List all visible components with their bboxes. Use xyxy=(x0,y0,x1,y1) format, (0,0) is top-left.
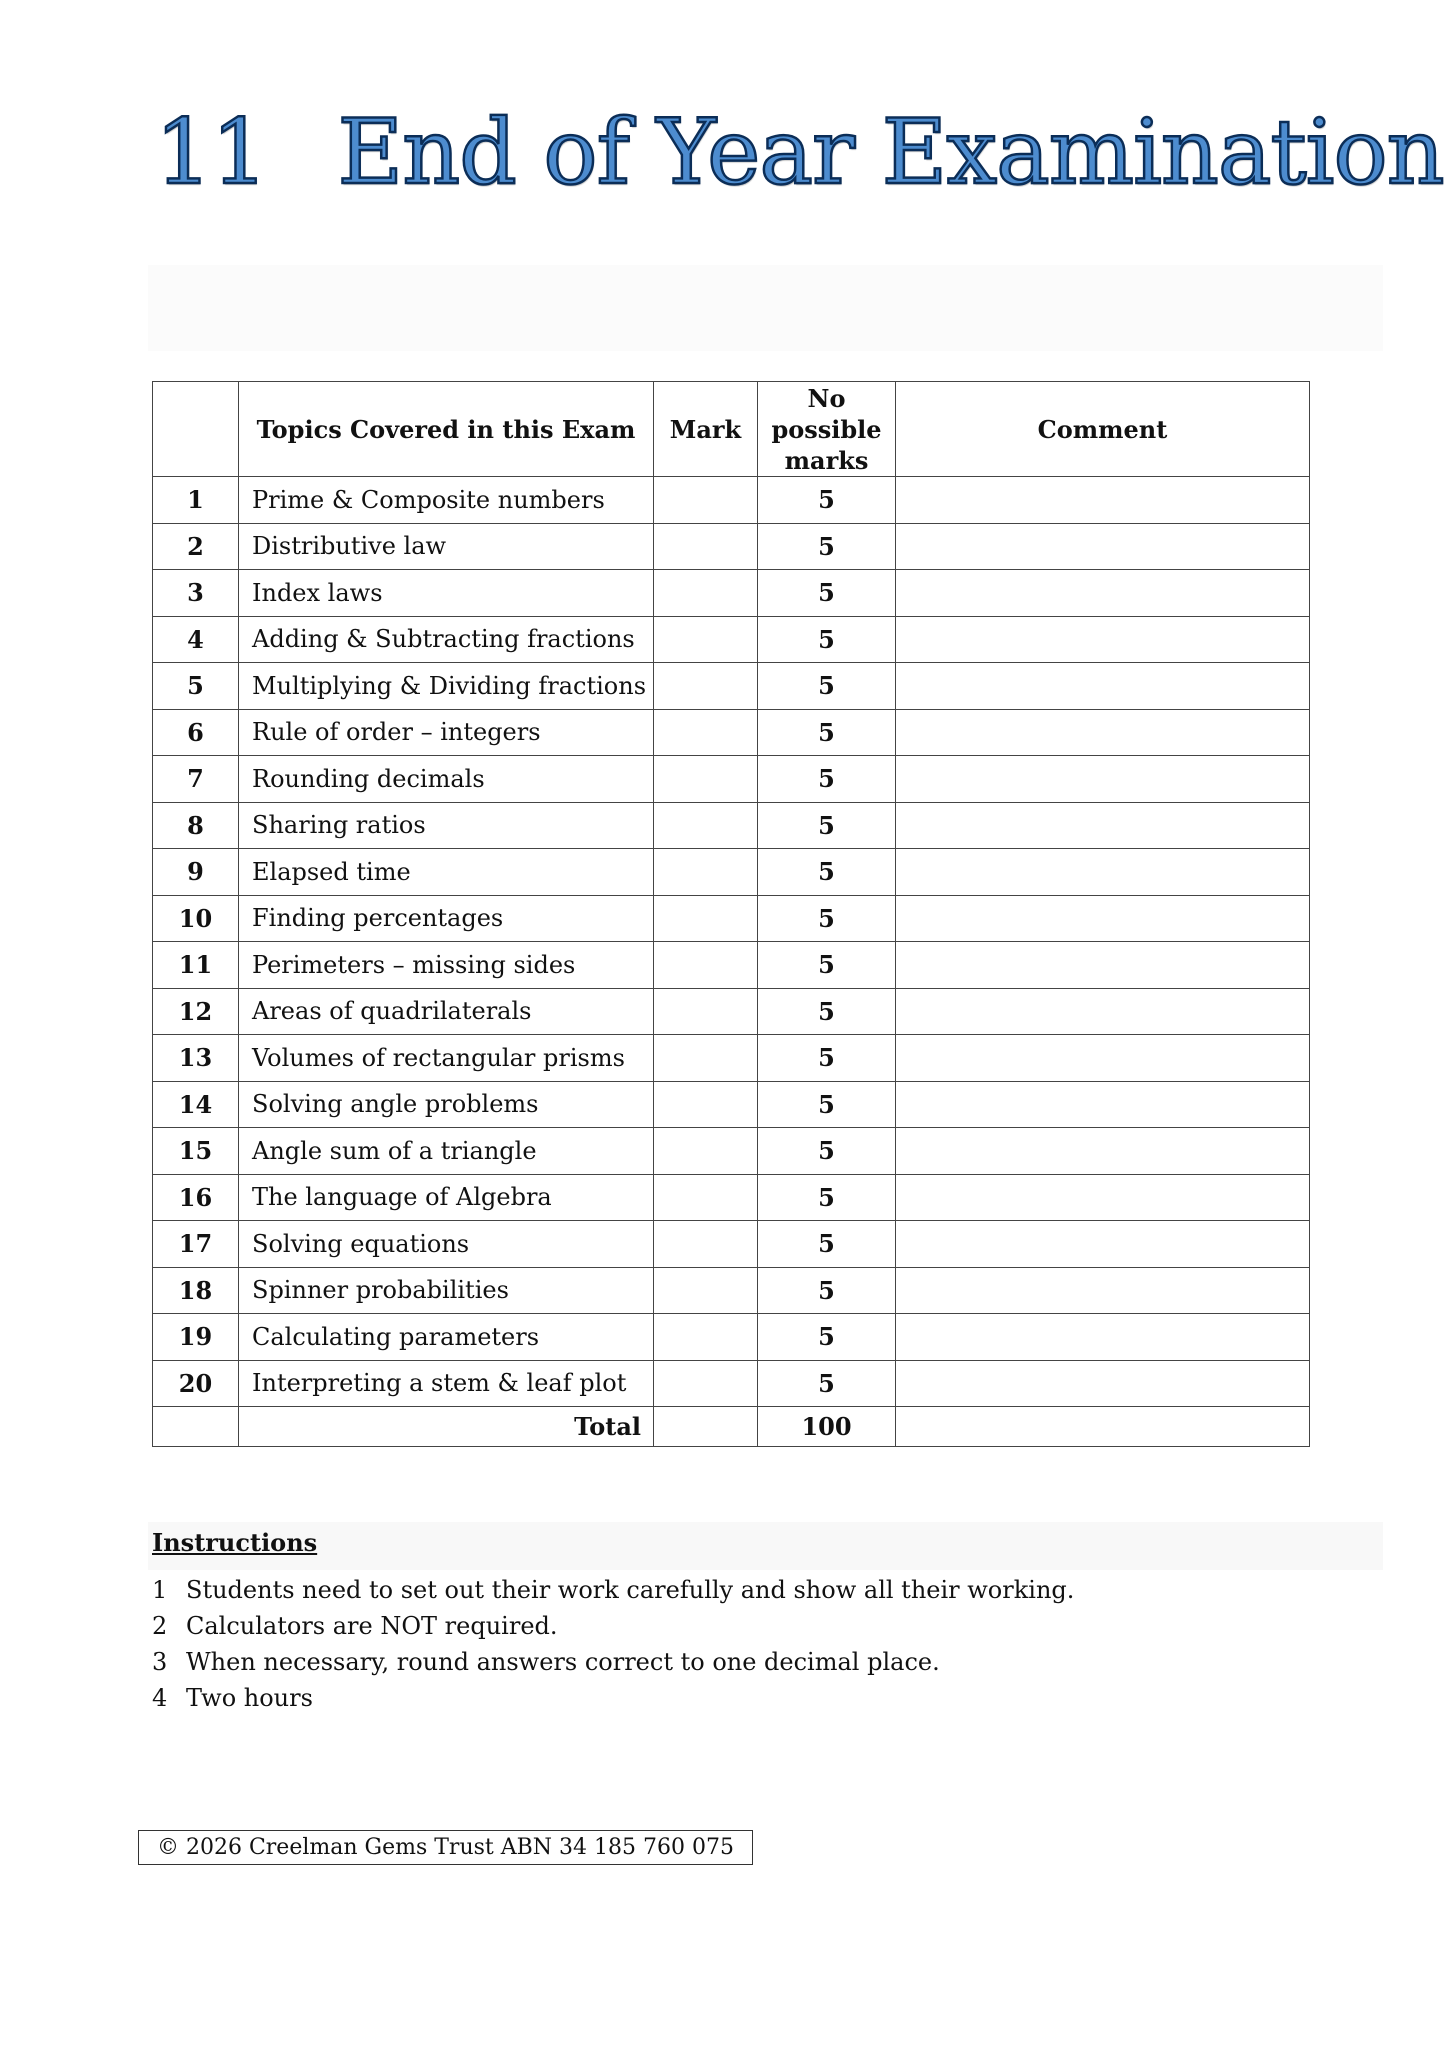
table-row xyxy=(153,1314,1310,1361)
row-mark-cell[interactable] xyxy=(654,1360,758,1407)
row-number: 2 xyxy=(153,523,239,570)
row-comment-cell[interactable] xyxy=(896,1221,1310,1268)
row-number: 5 xyxy=(153,663,239,710)
row-mark-cell[interactable] xyxy=(654,477,758,524)
row-topic: Finding percentages xyxy=(239,895,654,942)
table-header-row xyxy=(153,382,1310,477)
table-row xyxy=(153,849,1310,896)
row-number: 11 xyxy=(153,942,239,989)
table-row xyxy=(153,709,1310,756)
row-comment-cell[interactable] xyxy=(896,1081,1310,1128)
total-label: Total xyxy=(239,1407,654,1447)
instructions-list xyxy=(152,1572,1074,1716)
row-mark-cell[interactable] xyxy=(654,942,758,989)
row-number: 14 xyxy=(153,1081,239,1128)
row-topic: Interpreting a stem & leaf plot xyxy=(239,1360,654,1407)
row-possible-marks: 5 xyxy=(758,1174,896,1221)
row-possible-marks: 5 xyxy=(758,1267,896,1314)
header-topics: Topics Covered in this Exam xyxy=(239,382,654,477)
table-row xyxy=(153,523,1310,570)
row-topic: Distributive law xyxy=(239,523,654,570)
row-number: 16 xyxy=(153,1174,239,1221)
row-number: 18 xyxy=(153,1267,239,1314)
row-mark-cell[interactable] xyxy=(654,988,758,1035)
instruction-item xyxy=(152,1644,1074,1680)
total-row xyxy=(153,1407,1310,1447)
table-row xyxy=(153,1128,1310,1175)
row-possible-marks: 5 xyxy=(758,895,896,942)
header-mark: Mark xyxy=(654,382,758,477)
name-area-band xyxy=(148,265,1383,351)
row-possible-marks: 5 xyxy=(758,1081,896,1128)
row-comment-cell[interactable] xyxy=(896,1174,1310,1221)
row-comment-cell[interactable] xyxy=(896,942,1310,989)
table-row xyxy=(153,1267,1310,1314)
instruction-text: Two hours xyxy=(186,1684,313,1712)
row-number: 17 xyxy=(153,1221,239,1268)
row-mark-cell[interactable] xyxy=(654,1035,758,1082)
row-mark-cell[interactable] xyxy=(654,802,758,849)
row-mark-cell[interactable] xyxy=(654,616,758,663)
instruction-item xyxy=(152,1608,1074,1644)
instruction-number: 2 xyxy=(152,1612,168,1640)
row-topic: Rounding decimals xyxy=(239,756,654,803)
row-possible-marks: 5 xyxy=(758,1128,896,1175)
table-row xyxy=(153,1174,1310,1221)
instruction-number: 1 xyxy=(152,1576,168,1604)
table-row xyxy=(153,616,1310,663)
row-mark-cell[interactable] xyxy=(654,895,758,942)
table-body xyxy=(153,477,1310,1447)
instructions-band xyxy=(148,1522,1383,1570)
row-number: 15 xyxy=(153,1128,239,1175)
row-comment-cell[interactable] xyxy=(896,802,1310,849)
row-number: 3 xyxy=(153,570,239,617)
header-possible-marks: No possible marks xyxy=(758,382,896,477)
row-comment-cell[interactable] xyxy=(896,1128,1310,1175)
row-number: 8 xyxy=(153,802,239,849)
row-number: 7 xyxy=(153,756,239,803)
row-possible-marks: 5 xyxy=(758,616,896,663)
table-row xyxy=(153,1035,1310,1082)
copyright-footer: © 2026 Creelman Gems Trust ABN 34 185 760 075 xyxy=(138,1830,753,1865)
table-row xyxy=(153,1221,1310,1268)
table-row xyxy=(153,802,1310,849)
instruction-number: 3 xyxy=(152,1648,168,1676)
row-topic: Sharing ratios xyxy=(239,802,654,849)
row-number: 20 xyxy=(153,1360,239,1407)
row-comment-cell[interactable] xyxy=(896,1314,1310,1361)
row-topic: Multiplying & Dividing fractions xyxy=(239,663,654,710)
table-row xyxy=(153,477,1310,524)
row-topic: Angle sum of a triangle xyxy=(239,1128,654,1175)
row-number: 6 xyxy=(153,709,239,756)
row-possible-marks: 5 xyxy=(758,1360,896,1407)
row-comment-cell[interactable] xyxy=(896,616,1310,663)
row-possible-marks: 5 xyxy=(758,523,896,570)
row-possible-marks: 5 xyxy=(758,663,896,710)
row-possible-marks: 5 xyxy=(758,802,896,849)
row-mark-cell[interactable] xyxy=(654,1081,758,1128)
row-possible-marks: 5 xyxy=(758,1221,896,1268)
row-mark-cell[interactable] xyxy=(654,849,758,896)
row-mark-cell[interactable] xyxy=(654,709,758,756)
row-mark-cell[interactable] xyxy=(654,570,758,617)
row-number: 13 xyxy=(153,1035,239,1082)
row-comment-cell[interactable] xyxy=(896,895,1310,942)
row-possible-marks: 5 xyxy=(758,1035,896,1082)
row-topic: Solving equations xyxy=(239,1221,654,1268)
row-possible-marks: 5 xyxy=(758,570,896,617)
table-row xyxy=(153,942,1310,989)
row-comment-cell[interactable] xyxy=(896,1267,1310,1314)
instruction-item xyxy=(152,1680,1074,1716)
instruction-item xyxy=(152,1572,1074,1608)
table-row xyxy=(153,988,1310,1035)
row-mark-cell[interactable] xyxy=(654,756,758,803)
row-comment-cell[interactable] xyxy=(896,1360,1310,1407)
row-comment-cell[interactable] xyxy=(896,570,1310,617)
instruction-text: When necessary, round answers correct to one decimal place. xyxy=(186,1648,940,1676)
row-topic: Rule of order – integers xyxy=(239,709,654,756)
row-mark-cell[interactable] xyxy=(654,1221,758,1268)
row-comment-cell[interactable] xyxy=(896,477,1310,524)
row-possible-marks: 5 xyxy=(758,1314,896,1361)
row-topic: Elapsed time xyxy=(239,849,654,896)
row-possible-marks: 5 xyxy=(758,756,896,803)
row-comment-cell[interactable] xyxy=(896,988,1310,1035)
header-number xyxy=(153,382,239,477)
row-topic: Calculating parameters xyxy=(239,1314,654,1361)
row-topic: Perimeters – missing sides xyxy=(239,942,654,989)
total-number-cell xyxy=(153,1407,239,1447)
table-row xyxy=(153,570,1310,617)
row-possible-marks: 5 xyxy=(758,942,896,989)
exam-number: 11 xyxy=(155,100,268,205)
row-mark-cell[interactable] xyxy=(654,1314,758,1361)
row-topic: Prime & Composite numbers xyxy=(239,477,654,524)
row-possible-marks: 5 xyxy=(758,849,896,896)
row-comment-cell[interactable] xyxy=(896,523,1310,570)
exam-title-text: End of Year Examination xyxy=(337,100,1444,205)
row-topic: Adding & Subtracting fractions xyxy=(239,616,654,663)
total-possible-marks: 100 xyxy=(758,1407,896,1447)
topics-table xyxy=(152,381,1310,1447)
row-mark-cell[interactable] xyxy=(654,1174,758,1221)
row-mark-cell[interactable] xyxy=(654,523,758,570)
row-topic: Volumes of rectangular prisms xyxy=(239,1035,654,1082)
row-topic: Index laws xyxy=(239,570,654,617)
row-number: 4 xyxy=(153,616,239,663)
row-possible-marks: 5 xyxy=(758,477,896,524)
instruction-text: Calculators are NOT required. xyxy=(186,1612,558,1640)
row-topic: Spinner probabilities xyxy=(239,1267,654,1314)
instructions-heading: Instructions xyxy=(152,1528,318,1557)
row-possible-marks: 5 xyxy=(758,709,896,756)
total-mark-cell[interactable] xyxy=(654,1407,758,1447)
row-comment-cell[interactable] xyxy=(896,849,1310,896)
instruction-number: 4 xyxy=(152,1684,168,1712)
table-row xyxy=(153,663,1310,710)
row-comment-cell[interactable] xyxy=(896,663,1310,710)
page-title xyxy=(155,100,1444,205)
row-mark-cell[interactable] xyxy=(654,663,758,710)
row-comment-cell[interactable] xyxy=(896,756,1310,803)
row-comment-cell[interactable] xyxy=(896,709,1310,756)
table-row xyxy=(153,895,1310,942)
row-mark-cell[interactable] xyxy=(654,1267,758,1314)
table-row xyxy=(153,1081,1310,1128)
instruction-text: Students need to set out their work carefully and show all their working. xyxy=(186,1576,1075,1604)
row-number: 12 xyxy=(153,988,239,1035)
total-comment-cell[interactable] xyxy=(896,1407,1310,1447)
table-row xyxy=(153,1360,1310,1407)
row-number: 9 xyxy=(153,849,239,896)
row-number: 1 xyxy=(153,477,239,524)
table-row xyxy=(153,756,1310,803)
row-topic: Solving angle problems xyxy=(239,1081,654,1128)
row-topic: Areas of quadrilaterals xyxy=(239,988,654,1035)
row-number: 10 xyxy=(153,895,239,942)
row-possible-marks: 5 xyxy=(758,988,896,1035)
row-topic: The language of Algebra xyxy=(239,1174,654,1221)
row-number: 19 xyxy=(153,1314,239,1361)
row-comment-cell[interactable] xyxy=(896,1035,1310,1082)
row-mark-cell[interactable] xyxy=(654,1128,758,1175)
header-comment: Comment xyxy=(896,382,1310,477)
